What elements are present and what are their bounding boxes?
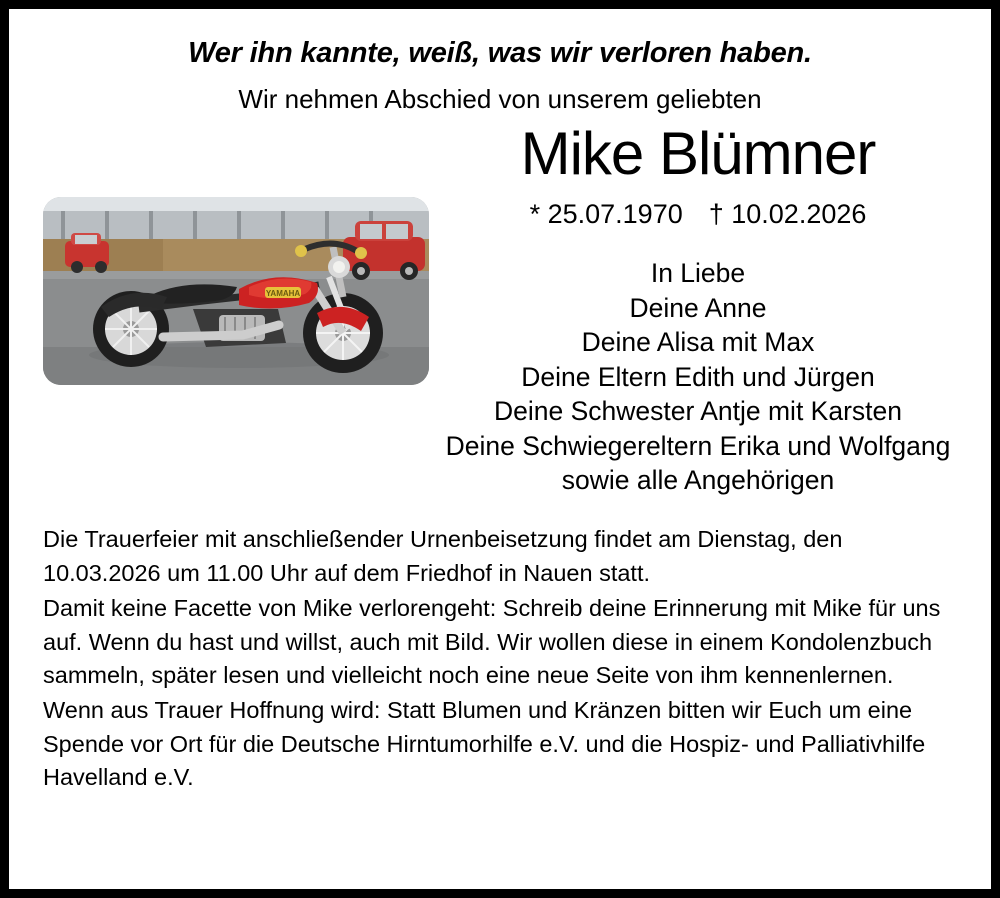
life-dates	[439, 199, 957, 230]
family-line: sowie alle Angehörigen	[561, 465, 835, 496]
deceased-name: Mike Blümner	[520, 120, 876, 187]
death-date: † 10.02.2026	[708, 199, 867, 230]
family-line: Deine Alisa mit Max	[581, 327, 815, 358]
motorcycle-photo-image	[43, 197, 429, 385]
subline: Wir nehmen Abschied von unserem geliebten	[238, 84, 762, 114]
family-line: Deine Eltern Edith und Jürgen	[521, 361, 875, 392]
tank-logo-text: YAMAHA	[265, 289, 301, 298]
family-line: Deine Schwester Antje mit Karsten	[494, 396, 902, 427]
family-line: Deine Anne	[629, 292, 767, 323]
funeral-details-paragraph: Die Trauerfeier mit anschließender Urnenbeisetzung findet am Dienstag, den 10.03.2026 um 11.00 Uhr auf dem Friedhof in Nauen statt.	[43, 526, 843, 586]
deceased-photo	[43, 197, 429, 385]
memory-book-paragraph: Damit keine Facette von Mike verlorengeht: Schreib deine Erinnerung mit Mike für uns auf. Wenn du hast und willst, auch mit Bild. Wir wollen diese in einem Kondolenzbuch sammeln, später lesen und vielleicht noch eine neue Seite von ihm kennenlernen.	[43, 595, 941, 688]
donation-paragraph: Wenn aus Trauer Hoffnung wird: Statt Blumen und Kränzen bitten wir Euch um eine Spende vor Ort für die Deutsche Hirntumorhilfe e.V. und die Hospiz- und Palliativhilfe Havelland e.V.	[43, 697, 926, 790]
family-line: Deine Schwiegereltern Erika und Wolfgang	[445, 430, 951, 461]
family-line: In Liebe	[650, 258, 746, 289]
text-column	[435, 121, 957, 497]
body-text	[43, 523, 957, 794]
birth-date: * 25.07.1970	[529, 199, 683, 230]
family-list	[439, 256, 957, 497]
main-row	[43, 121, 957, 497]
photo-column	[43, 121, 435, 385]
headline: Wer ihn kannte, weiß, was wir verloren haben.	[188, 37, 812, 69]
